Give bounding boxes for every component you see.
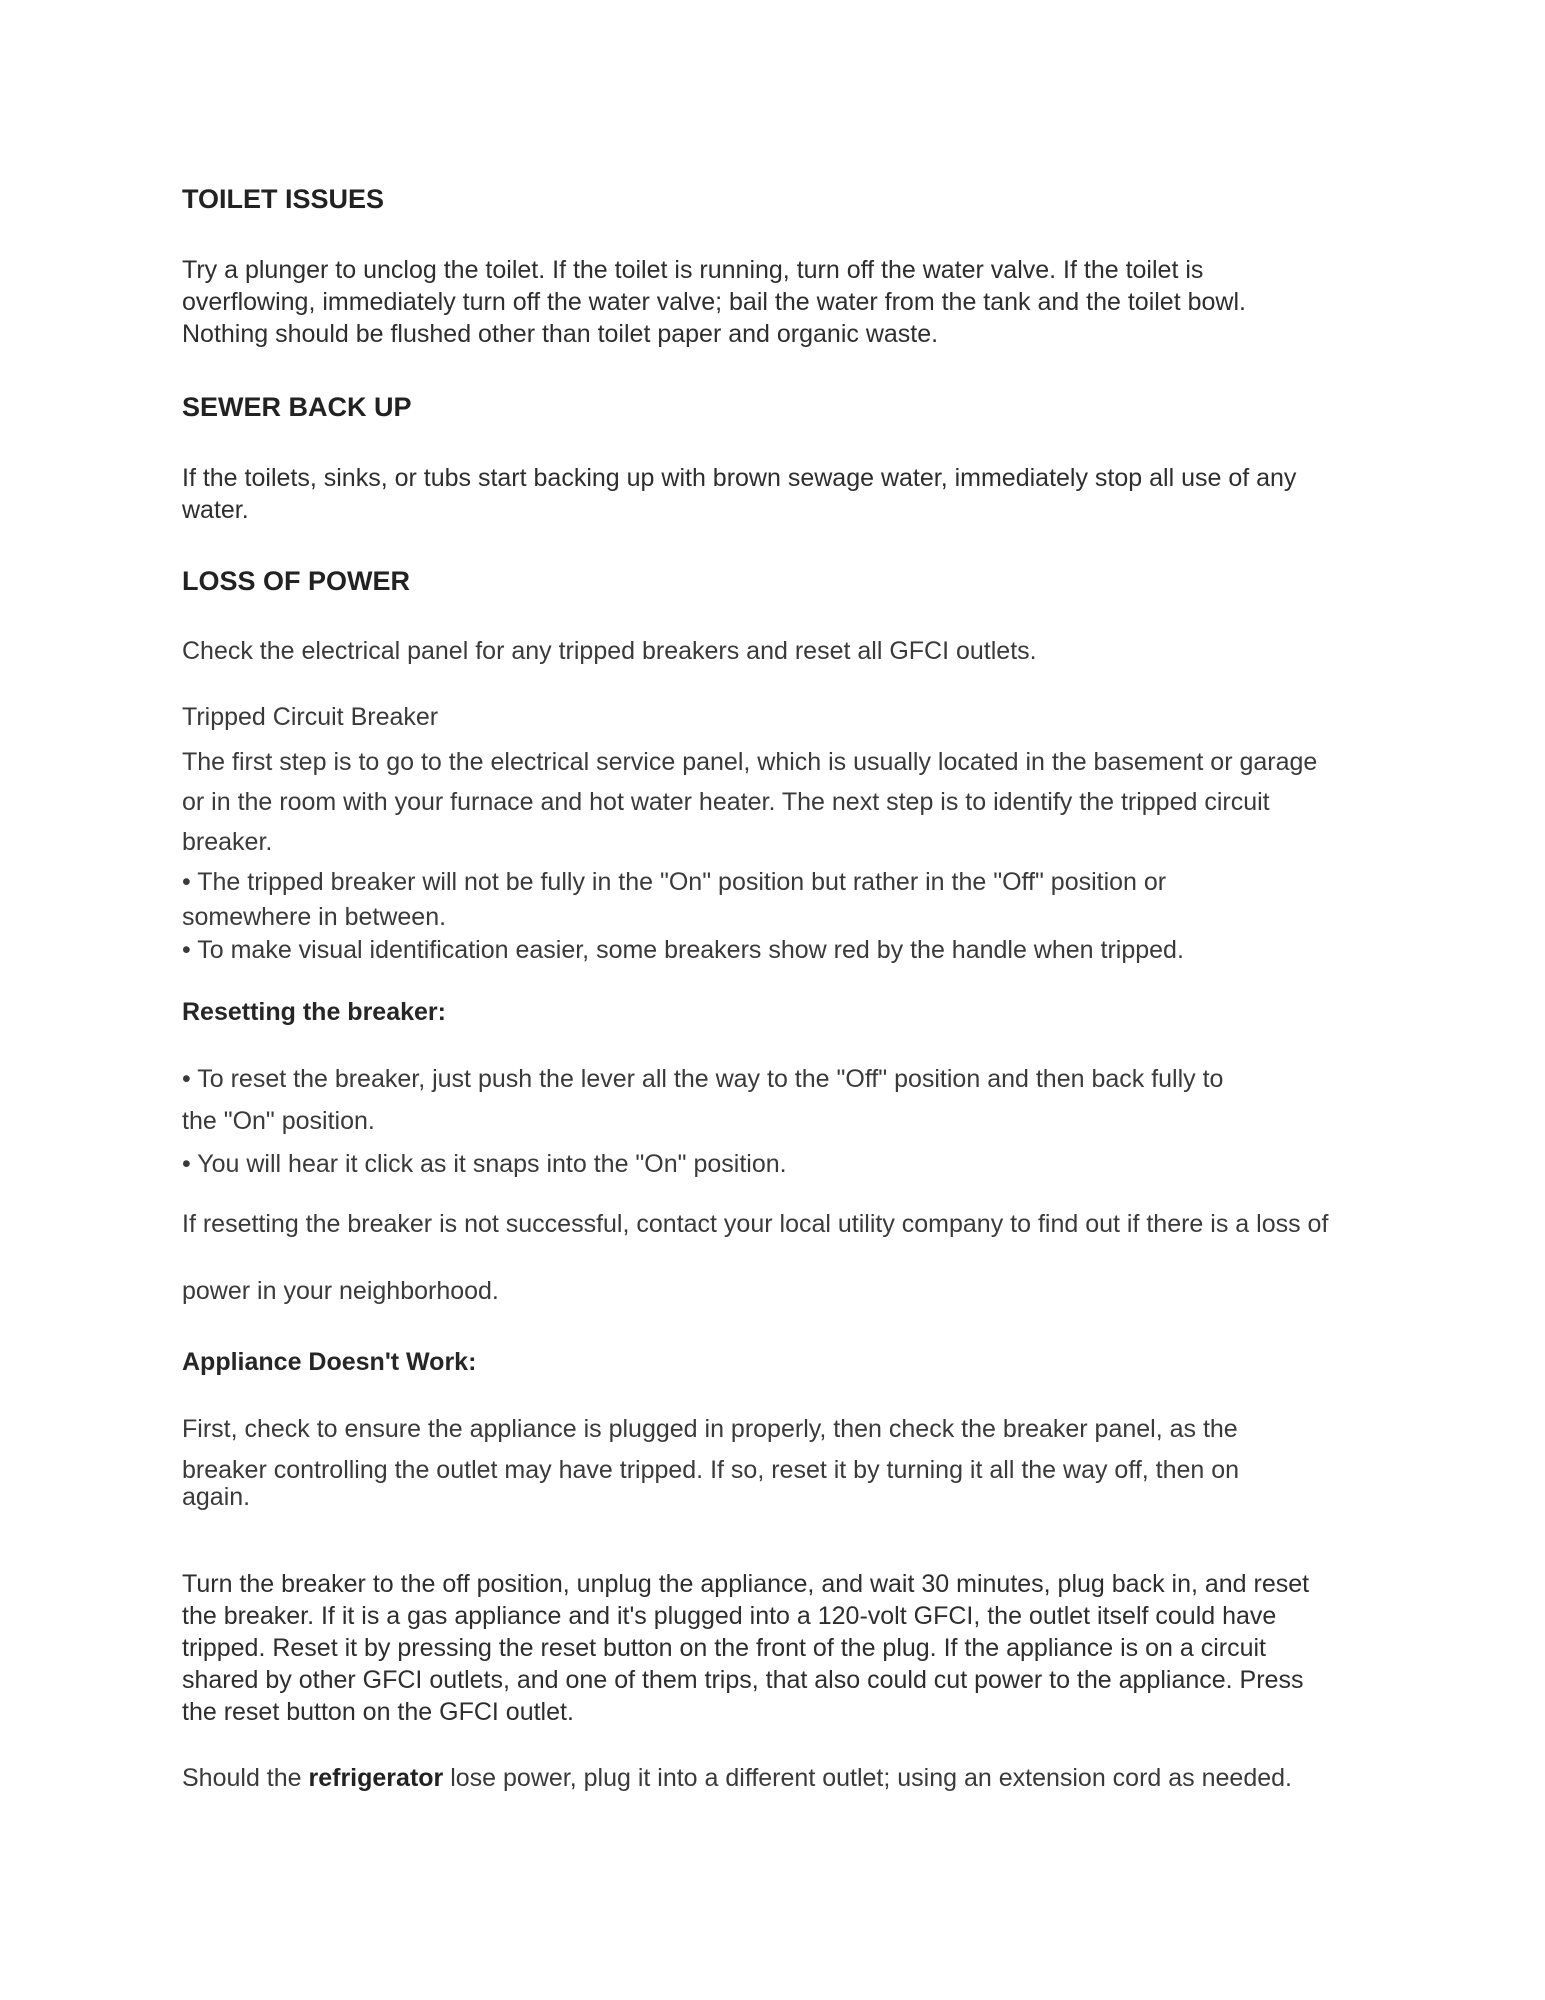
loss-of-power-intro: Check the electrical panel for any tripped breakers and reset all GFCI outlets. xyxy=(182,637,1037,665)
loss-of-power-heading: LOSS OF POWER xyxy=(182,566,411,596)
toilet-issues-body xyxy=(182,254,1392,350)
toilet-body-line-1: Try a plunger to unclog the toilet. If the toilet is running, turn off the water valve. If the toilet is xyxy=(182,256,1204,284)
appliance-para-2-line-1: Turn the breaker to the off position, unplug the appliance, and wait 30 minutes, plug back in, and reset xyxy=(182,1570,1310,1598)
appliance-para-2 xyxy=(182,1568,1392,1728)
sewer-body-line-1: If the toilets, sinks, or tubs start backing up with brown sewage water, immediately stop all use of any xyxy=(182,464,1297,492)
toilet-body-line-2: overflowing, immediately turn off the water valve; bail the water from the tank and the toilet bowl. xyxy=(182,288,1246,316)
reset-fallback-line-1: If resetting the breaker is not successful, contact your local utility company to find out if there is a loss of xyxy=(182,1210,1329,1238)
tripped-body-line-2: or in the room with your furnace and hot water heater. The next step is to identify the tripped circuit xyxy=(182,788,1270,816)
resetting-breaker-heading: Resetting the breaker: xyxy=(182,998,446,1026)
tripped-bullet-2: • To make visual identification easier, some breakers show red by the handle when tripped. xyxy=(182,936,1184,964)
appliance-para-1-line-2: breaker controlling the outlet may have tripped. If so, reset it by turning it all the way off, then on xyxy=(182,1456,1240,1484)
tripped-breaker-body xyxy=(182,742,1392,902)
refrigerator-note-prefix: Should the xyxy=(182,1764,309,1792)
tripped-breaker-title: Tripped Circuit Breaker xyxy=(182,703,439,731)
tripped-body-line-1: The first step is to go to the electrical service panel, which is usually located in the basement or garage xyxy=(182,748,1318,776)
refrigerator-note xyxy=(182,1764,1392,1793)
refrigerator-emphasis: refrigerator xyxy=(308,1764,444,1792)
appliance-para-2-line-5: the reset button on the GFCI outlet. xyxy=(182,1698,574,1726)
sewer-back-up-heading: SEWER BACK UP xyxy=(182,392,412,422)
tripped-bullet-1-line-1: • The tripped breaker will not be fully in the "On" position but rather in the "Off" position or xyxy=(182,868,1167,896)
reset-bullet-1-line-2: the "On" position. xyxy=(182,1107,375,1135)
appliance-para-2-line-3: tripped. Reset it by pressing the reset button on the front of the plug. If the appliance is on a circuit xyxy=(182,1634,1266,1662)
reset-fallback-line-2: power in your neighborhood. xyxy=(182,1277,499,1305)
refrigerator-note-suffix: lose power, plug it into a different outlet; using an extension cord as needed. xyxy=(443,1764,1292,1792)
sewer-back-up-body xyxy=(182,462,1392,526)
appliance-heading: Appliance Doesn't Work: xyxy=(182,1348,477,1376)
toilet-issues-heading: TOILET ISSUES xyxy=(182,184,385,214)
toilet-body-line-3: Nothing should be flushed other than toilet paper and organic waste. xyxy=(182,320,939,348)
tripped-body-line-3: breaker. xyxy=(182,828,273,856)
appliance-para-2-line-2: the breaker. If it is a gas appliance and it's plugged into a 120-volt GFCI, the outlet itself could have xyxy=(182,1602,1277,1630)
sewer-body-line-2: water. xyxy=(182,496,249,524)
appliance-para-2-line-4: shared by other GFCI outlets, and one of them trips, that also could cut power to the appliance. Press xyxy=(182,1666,1304,1694)
appliance-para-1-line-3: again. xyxy=(182,1483,251,1511)
reset-bullet-2: • You will hear it click as it snaps into the "On" position. xyxy=(182,1150,787,1178)
reset-bullet-1-line-1: • To reset the breaker, just push the lever all the way to the "Off" position and then back fully to xyxy=(182,1065,1224,1093)
tripped-bullet-1-line-2: somewhere in between. xyxy=(182,903,447,931)
appliance-para-1-line-1: First, check to ensure the appliance is plugged in properly, then check the breaker panel, as the xyxy=(182,1415,1238,1443)
